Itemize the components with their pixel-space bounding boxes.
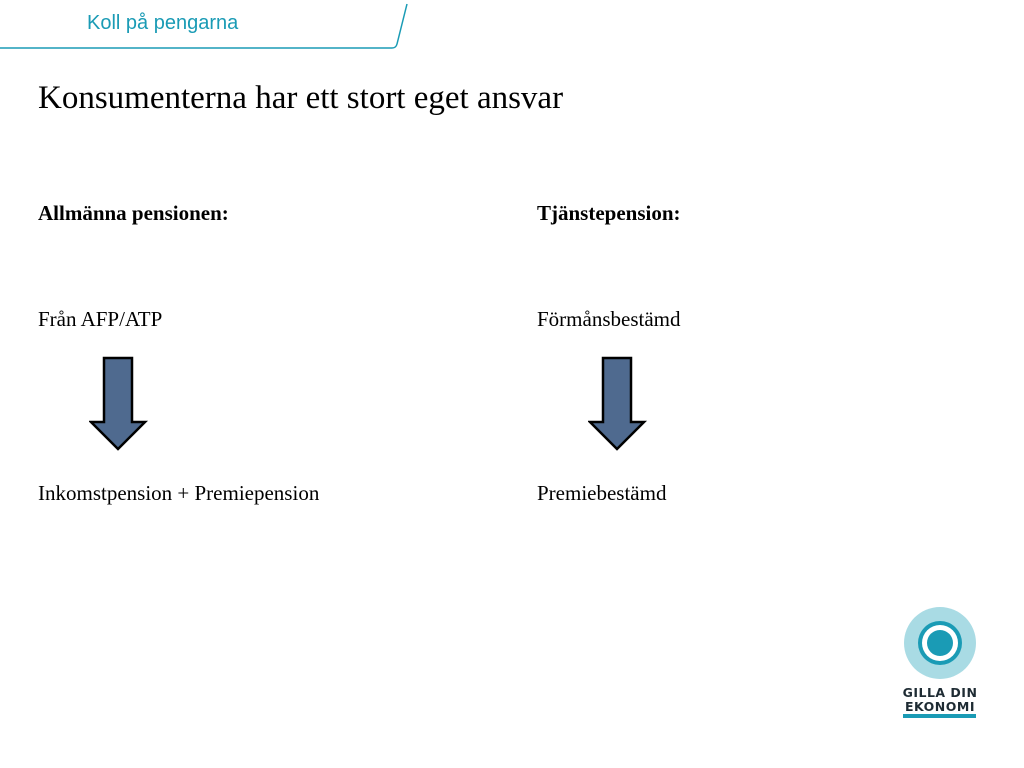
occupational-pension-to: Premiebestämd [537,481,667,505]
public-pension-heading: Allmänna pensionen: [38,201,229,225]
logo-circle-icon [903,606,977,680]
logo-text-line1: GILLA DIN [902,685,978,700]
down-arrow-icon [588,356,648,452]
public-pension-from: Från AFP/ATP [38,307,163,331]
header-title: Koll på pengarna [87,12,239,34]
slide-title: Konsumenterna har ett stort eget ansvar [38,80,564,116]
occupational-pension-from: Förmånsbestämd [537,307,681,331]
logo-text-line2: EKONOMI [905,699,975,714]
public-pension-to: Inkomstpension + Premiepension [38,481,320,505]
gilla-din-ekonomi-logo [898,606,982,722]
occupational-pension-heading: Tjänstepension: [537,201,681,225]
logo-underline [903,714,976,718]
down-arrow-icon [89,356,149,452]
